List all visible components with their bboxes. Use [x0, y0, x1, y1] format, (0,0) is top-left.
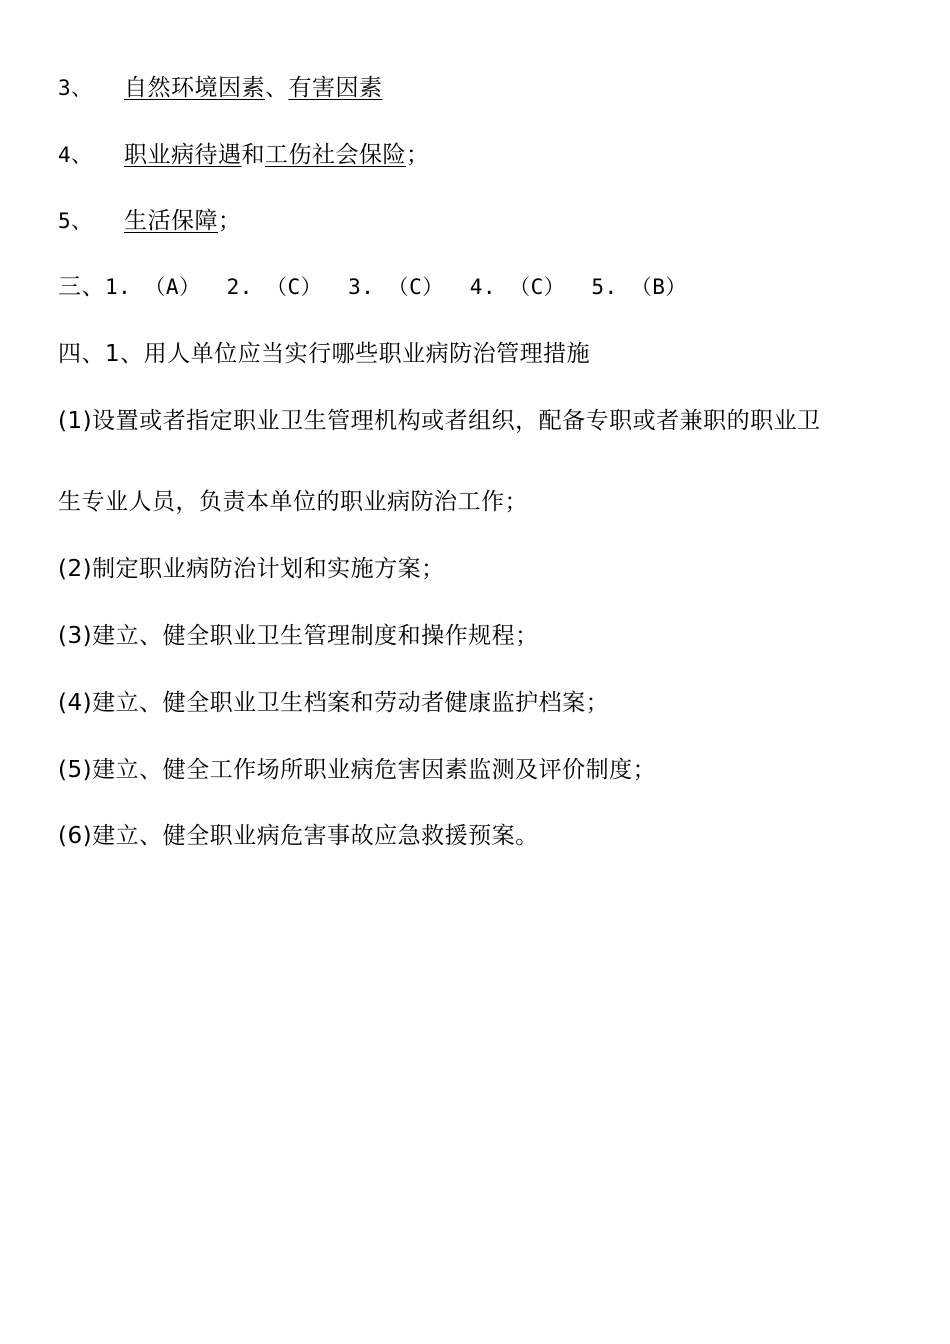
item-number: 3、 — [58, 76, 93, 100]
measure-item-3: (3)建立、健全职业卫生管理制度和操作规程； — [58, 623, 539, 649]
connector-text: 和 — [241, 142, 265, 168]
punctuation: ； — [218, 208, 242, 234]
choice-answer: 1. （A） — [105, 275, 201, 299]
choice-answer: 2. （C） — [226, 275, 323, 299]
section-four-question: 四、1、用人单位应当实行哪些职业病防治管理措施 — [58, 341, 591, 367]
section-prefix: 三、 — [58, 274, 105, 300]
item-number: 4、 — [58, 143, 93, 167]
answer-blank: 有害因素 — [288, 75, 383, 101]
measure-item-5: (5)建立、健全工作场所职业病危害因素监测及评价制度； — [58, 757, 657, 783]
choice-answer: 4. （C） — [469, 275, 566, 299]
measure-item-4: (4)建立、健全职业卫生档案和劳动者健康监护档案； — [58, 690, 610, 716]
answer-blank: 职业病待遇 — [124, 142, 242, 168]
answer-item-4 — [58, 139, 430, 171]
choice-answer: 5. （B） — [591, 275, 687, 299]
answer-blank: 自然环境因素 — [124, 75, 265, 101]
choice-answer: 3. （C） — [348, 275, 444, 299]
answer-blank: 工伤社会保险 — [265, 142, 406, 168]
separator: 、 — [265, 75, 289, 101]
measure-item-1-line-1: (1)设置或者指定职业卫生管理机构或者组织，配备专职或者兼职的职业卫 — [58, 408, 821, 434]
measure-item-6: (6)建立、健全职业病危害事故应急救援预案。 — [58, 823, 539, 849]
measure-item-2: (2)制定职业病防治计划和实施方案； — [58, 556, 445, 582]
answer-item-3 — [58, 72, 383, 104]
measure-item-1-line-2: 生专业人员，负责本单位的职业病防治工作； — [58, 489, 528, 515]
answer-blank: 生活保障 — [124, 208, 218, 234]
item-number: 5、 — [58, 209, 93, 233]
punctuation: ； — [406, 142, 430, 168]
answer-item-5 — [58, 205, 242, 237]
section-three-answers — [58, 271, 687, 303]
